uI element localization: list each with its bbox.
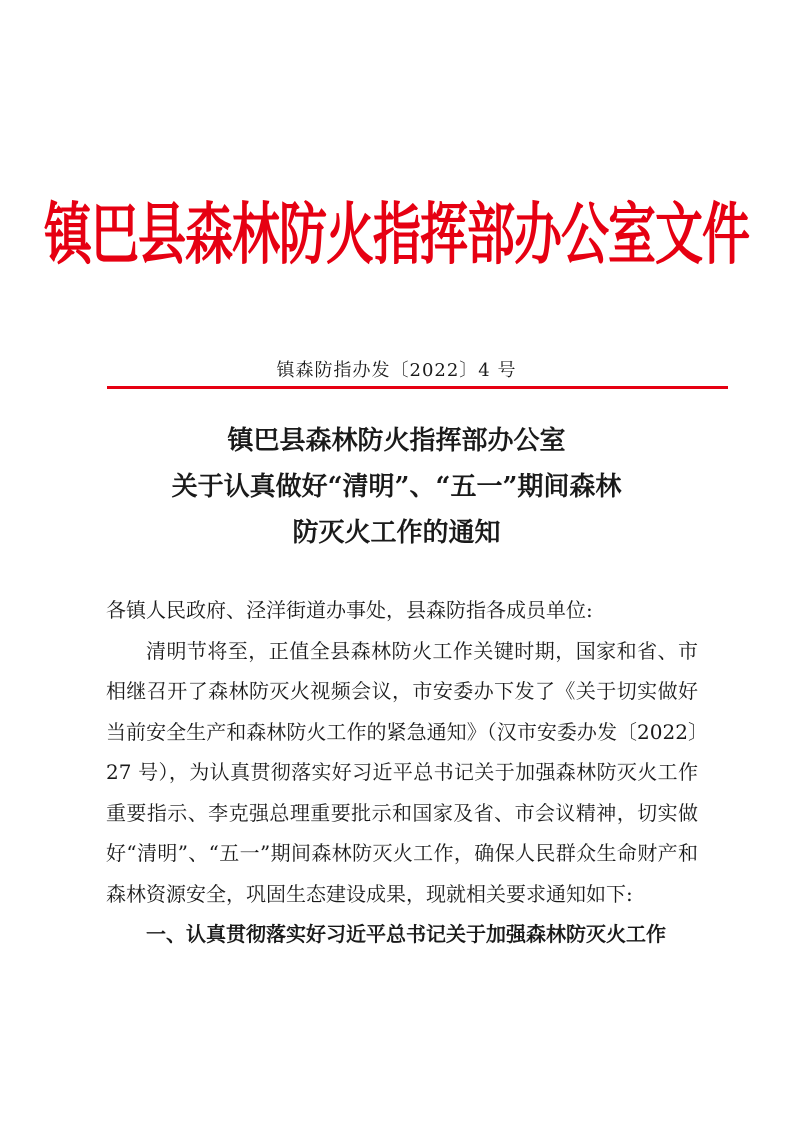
recipients-line: 各镇人民政府、泾洋街道办事处，县森防指各成员单位:: [106, 598, 593, 622]
title-line-2: 关于认真做好“清明”、“五一”期间森林: [171, 472, 622, 502]
title-line-3: 防灭火工作的通知: [292, 518, 501, 548]
document-title: [60, 418, 733, 556]
red-separator-line: [107, 386, 728, 389]
document-number: 镇森防指办发〔2022〕4 号: [276, 360, 517, 381]
intro-paragraph: 清明节将至，正值全县森林防火工作关键时期，国家和省、市相继召开了森林防灭火视频会议，市安委办下发了《关于切实做好当前安全生产和森林防火工作的紧急通知》（汉市安委办发〔2022〕27 号），为认真贯彻落实好习近平总书记关于加强森林防灭火工作重要指示、李克强总理重要批示和国家及省、市会议精神，切实做好“清明”、“五一”期间森林防灭火工作，确保人民群众生命财产和森林资源安全，巩固生态建设成果，现就相关要求通知如下:: [106, 638, 698, 906]
document-body: [106, 590, 698, 955]
title-line-1: 镇巴县森林防火指挥部办公室: [227, 426, 566, 456]
section-heading-one: 一、认真贯彻落实好习近平总书记关于加强森林防灭火工作: [146, 922, 666, 946]
document-masthead: 镇巴县森林防火指挥部办公室文件: [43, 196, 749, 275]
